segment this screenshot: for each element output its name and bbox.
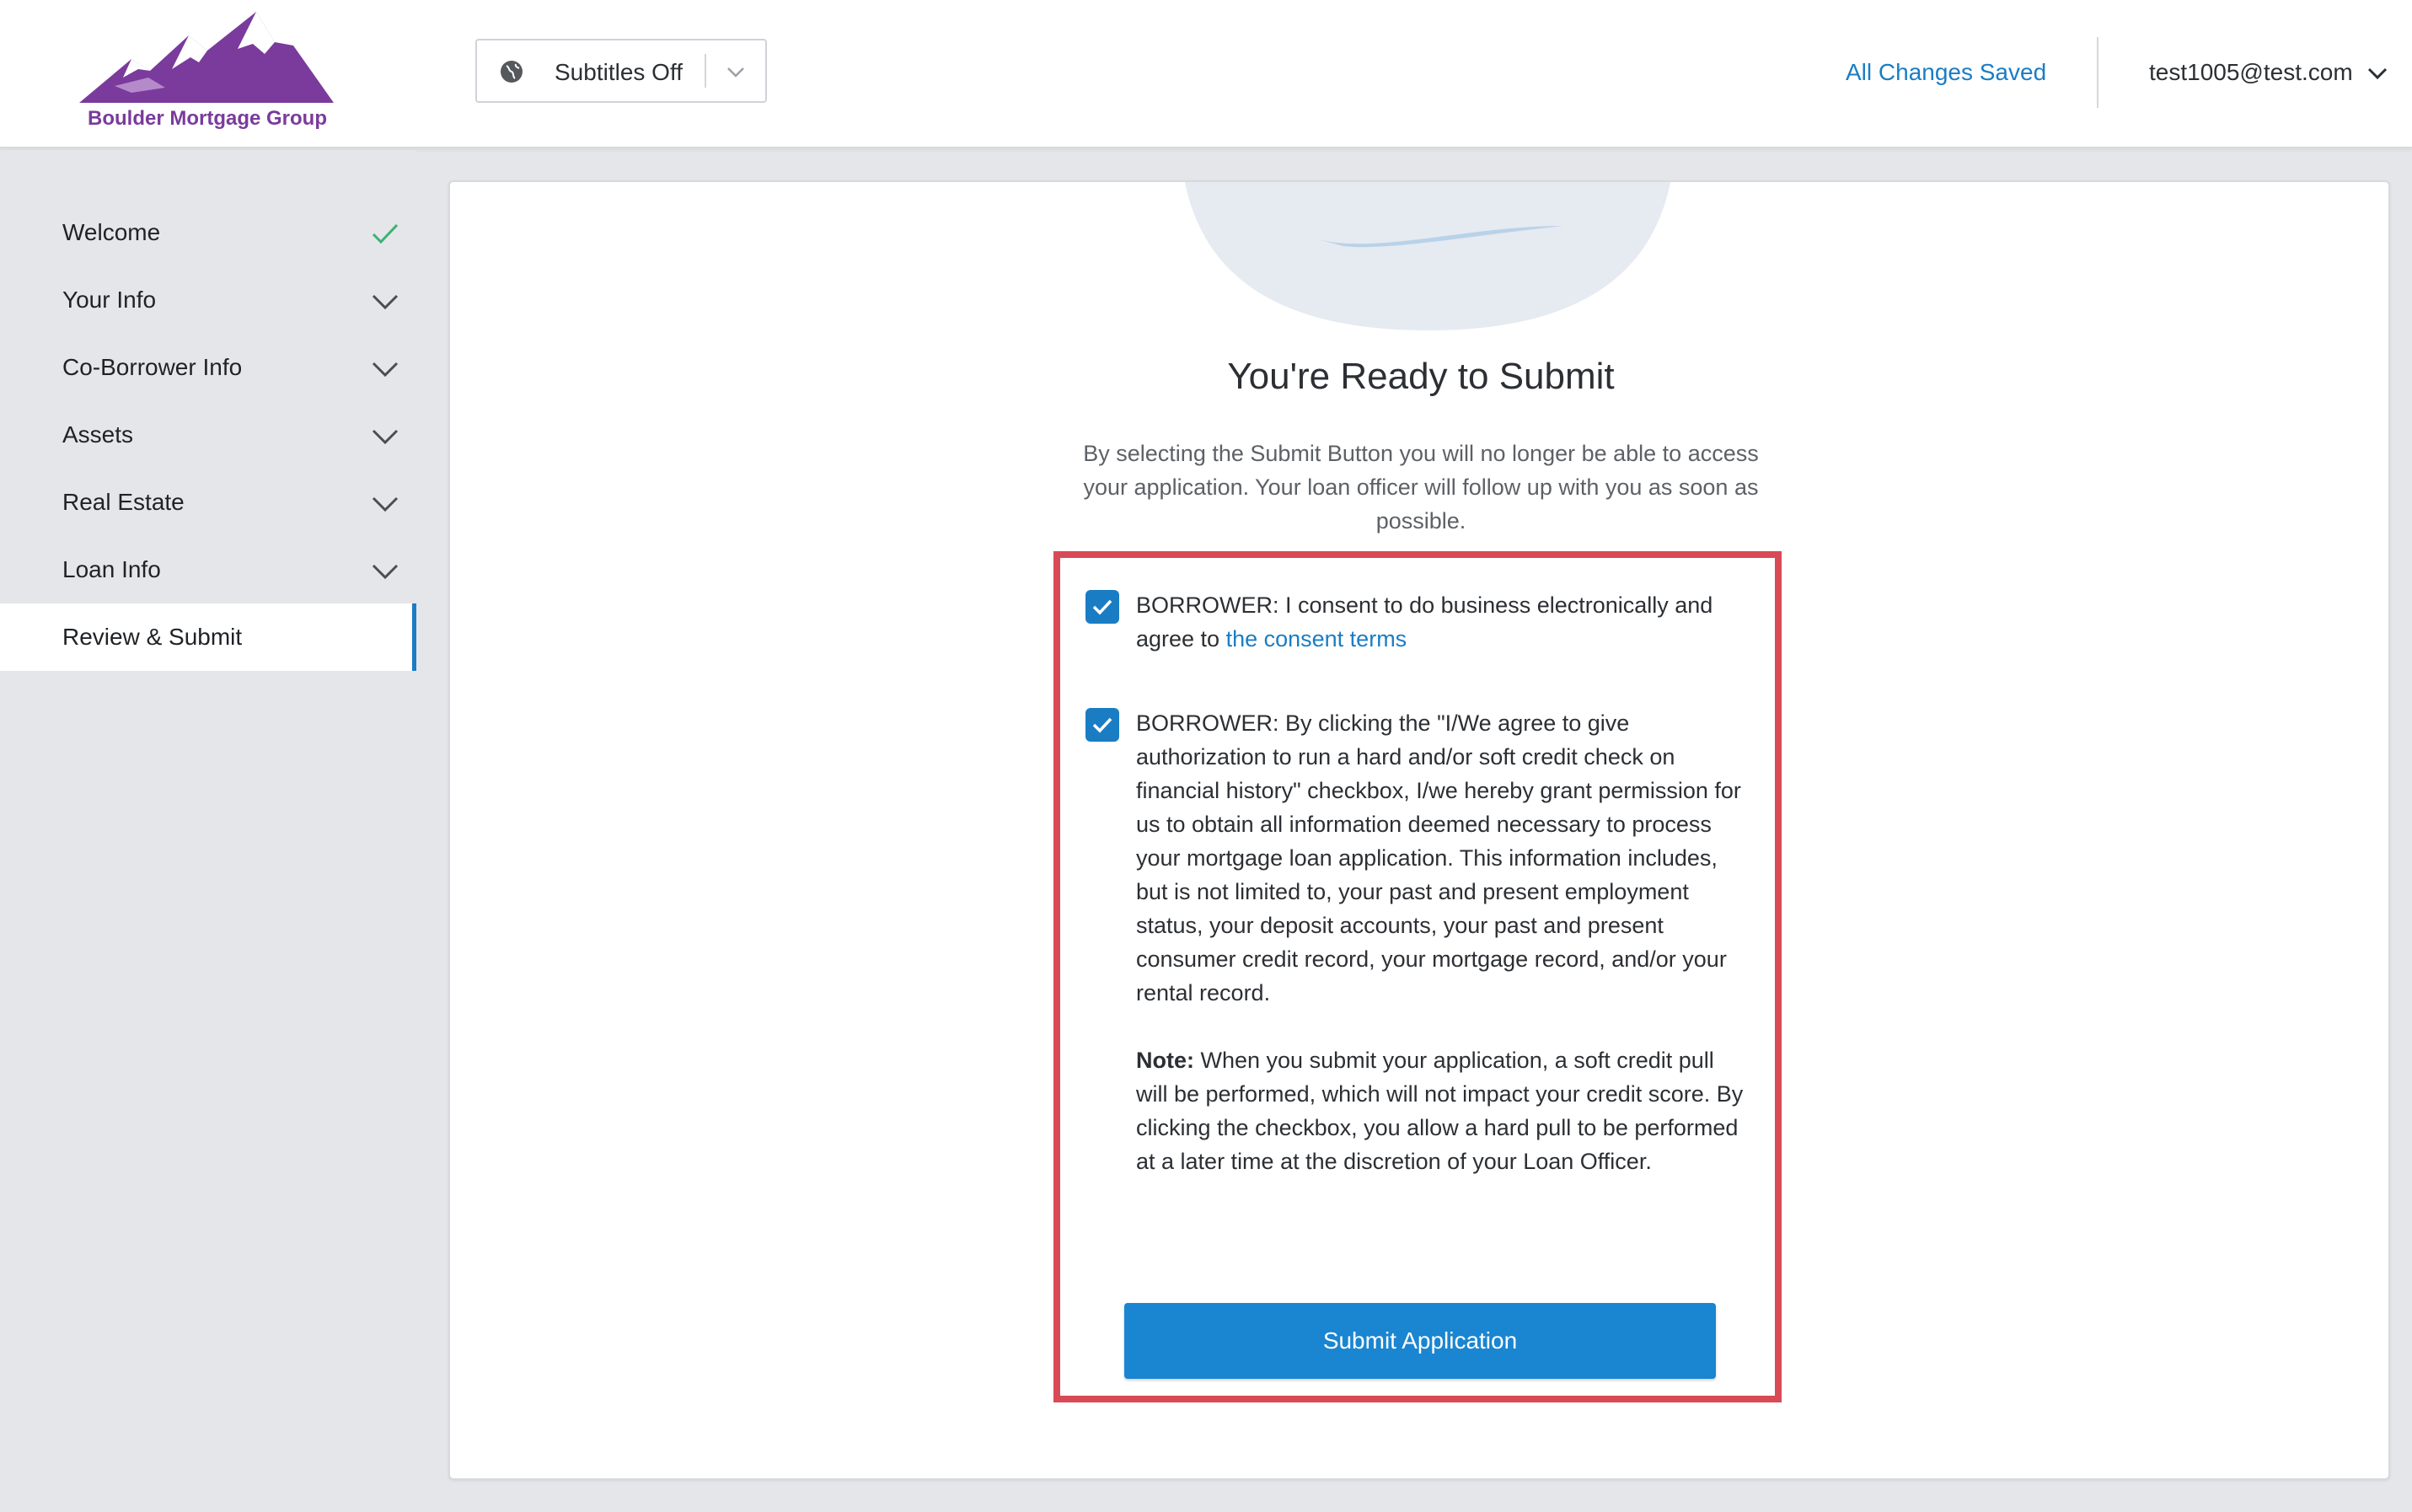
sidebar-item-loan-info[interactable] — [0, 536, 416, 603]
review-submit-card — [448, 180, 2390, 1480]
top-header — [0, 0, 2412, 148]
consent-text-electronic — [1136, 588, 1751, 656]
dropdown-divider — [705, 54, 706, 88]
logo-text: Boulder Mortgage Group — [88, 107, 327, 130]
mountain-logo-icon — [72, 10, 342, 107]
account-menu[interactable]: test1005@test.com — [2149, 59, 2353, 85]
sidebar-item-label: Your Info — [62, 287, 157, 313]
chevron-down-icon[interactable] — [723, 59, 748, 84]
submit-illustration-icon — [1175, 180, 1680, 330]
consent-terms-link[interactable]: the consent terms — [1225, 626, 1407, 651]
consent-checkbox-credit[interactable] — [1085, 708, 1119, 742]
sidebar-item-welcome[interactable] — [0, 199, 416, 266]
submit-application-button[interactable]: Submit Application — [1124, 1303, 1716, 1379]
header-divider — [2097, 37, 2098, 108]
sidebar-item-label: Welcome — [62, 219, 161, 245]
chevron-down-icon[interactable] — [371, 354, 399, 383]
save-status: All Changes Saved — [1846, 59, 2047, 85]
sidebar-item-review-submit[interactable] — [0, 603, 416, 671]
subtitles-label: Subtitles Off — [555, 59, 683, 85]
note-label: Note: — [1136, 1048, 1194, 1073]
chevron-down-icon[interactable] — [371, 556, 399, 585]
consent-text-before-link: BORROWER: I consent to do business electronically and agree to — [1136, 592, 1713, 651]
chevron-down-icon[interactable] — [2365, 61, 2390, 86]
sidebar-item-assets[interactable] — [0, 401, 416, 469]
consent-text-credit — [1136, 706, 1751, 1178]
sidebar-item-real-estate[interactable] — [0, 469, 416, 536]
sidebar-item-label: Review & Submit — [62, 624, 243, 650]
sidebar-item-label: Loan Info — [62, 556, 161, 582]
credit-authorization-text: BORROWER: By clicking the "I/We agree to give authorization to run a hard and/or soft credit check on financial history" checkbox, I/we hereby grant permission for us to obtain all information deemed necessary to process your mortgage loan application. This information includes, but is not limited to, your past and present employment status, your deposit accounts, your past and present consumer credit record, your mortgage record, and/or your rental record. — [1136, 710, 1741, 1005]
note-text: When you submit your application, a soft credit pull will be performed, which will not impact your credit score. By clicking the checkbox, you allow a hard pull to be performed at a later time at the discretion of your Loan Officer. — [1136, 1048, 1744, 1174]
checkmark-icon — [1091, 595, 1114, 619]
sidebar-nav — [0, 150, 416, 1512]
consent-checkbox-electronic[interactable] — [1085, 590, 1119, 624]
company-logo[interactable] — [72, 10, 342, 137]
intro-text: By selecting the Submit Button you will no longer be able to access your application. Your loan officer will follow up with you as soon as possible. — [1083, 441, 1759, 533]
chevron-down-icon[interactable] — [371, 421, 399, 450]
page-title: You're Ready to Submit — [1227, 356, 1615, 397]
globe-icon — [499, 59, 524, 84]
credit-note — [1136, 1043, 1751, 1178]
sidebar-item-label: Co-Borrower Info — [62, 354, 243, 380]
sidebar-item-label: Real Estate — [62, 489, 185, 515]
sidebar-item-your-info[interactable] — [0, 266, 416, 334]
consent-section — [1053, 551, 1782, 1402]
sidebar-item-co-borrower-info[interactable] — [0, 334, 416, 401]
chevron-down-icon[interactable] — [371, 287, 399, 315]
chevron-down-icon[interactable] — [371, 489, 399, 517]
check-icon — [371, 219, 399, 248]
checkmark-icon — [1091, 713, 1114, 737]
subtitles-dropdown[interactable] — [475, 39, 767, 103]
sidebar-item-label: Assets — [62, 421, 134, 448]
